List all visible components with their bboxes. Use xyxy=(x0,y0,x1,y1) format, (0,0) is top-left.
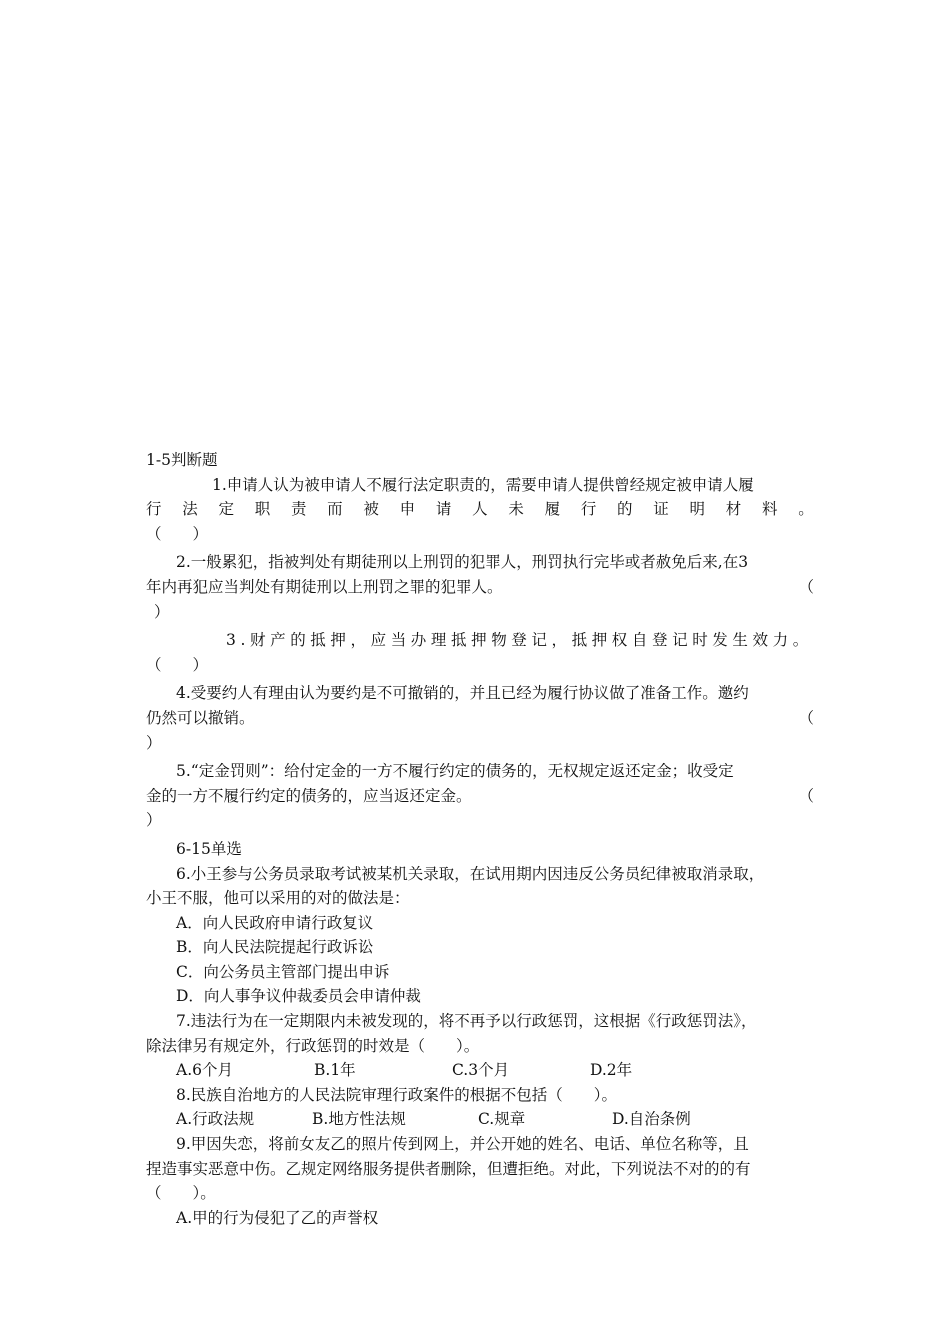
question-7-option-a: A.6个月 xyxy=(176,1061,233,1080)
question-7-options xyxy=(146,1058,814,1083)
question-6-line-2: 小王不服，他可以采用的对的做法是： xyxy=(146,889,410,908)
question-8-line-1: 8.民族自治地方的人民法院审理行政案件的根据不包括（ ）。 xyxy=(176,1085,618,1104)
question-3-answer-blank: （ ） xyxy=(146,655,209,674)
question-8-option-b: B.地方性法规 xyxy=(312,1110,406,1129)
question-7-option-b: B.1年 xyxy=(314,1061,356,1080)
question-2-paren-close: ） xyxy=(154,602,170,621)
question-5-paren-open: （ xyxy=(798,786,814,805)
question-3-line-1: 3.财产的抵押，应当办理抵押物登记，抵押权自登记时发生效力。 xyxy=(226,631,813,650)
question-4-line-2: 仍然可以撤销。 （ xyxy=(146,706,814,731)
question-6-option-d: D．向人事争议仲裁委员会申请仲裁 xyxy=(176,987,421,1006)
question-9-option-a: A.甲的行为侵犯了乙的声誉权 xyxy=(176,1208,379,1227)
document-body xyxy=(146,448,814,1230)
question-5-line-2: 金的一方不履行约定的债务的，应当返还定金。 （ xyxy=(146,784,814,809)
question-4-paren-open: （ xyxy=(798,708,814,727)
question-1-answer-blank: （ ） xyxy=(146,524,209,543)
question-9-line-1: 9.甲因失恋，将前女友乙的照片传到网上，并公开她的姓名、电话、单位名称等，且 xyxy=(176,1135,749,1154)
question-7-option-d: D.2年 xyxy=(590,1061,633,1080)
question-8-option-d: D.自治条例 xyxy=(612,1110,691,1129)
question-4-paren-close: ） xyxy=(146,733,162,752)
question-1-line-1: 1.申请人认为被申请人不履行法定职责的，需要申请人提供曾经规定被申请人履 xyxy=(212,475,754,494)
question-2-line-1: 2.一般累犯，指被判处有期徒刑以上刑罚的犯罪人，刑罚执行完毕或者赦免后来,在3 xyxy=(176,553,749,572)
question-2-line-2: 年内再犯应当判处有期徒刑以上刑罚之罪的犯罪人。 （ xyxy=(146,575,814,600)
question-8-option-a: A.行政法规 xyxy=(176,1110,255,1129)
question-5-paren-close: ） xyxy=(146,811,162,830)
question-8-option-c: C.规章 xyxy=(478,1110,526,1129)
question-6-option-c: C．向公务员主管部门提出申诉 xyxy=(176,962,390,981)
question-9-line-2: 捏造事实恶意中伤。乙规定网络服务提供者删除，但遭拒绝。对此，下列说法不对的的有 xyxy=(146,1159,751,1178)
question-7-option-c: C.3个月 xyxy=(452,1061,510,1080)
question-1-line-2: 行 法 定 职 责 而 被 申 请 人 未 履 行 的 证 明 材 料 。 xyxy=(146,500,814,519)
question-6-line-1: 6.小王参与公务员录取考试被某机关录取，在试用期内因违反公务员纪律被取消录取， xyxy=(176,864,765,883)
question-5-line-1: 5.“定金罚则”：给付定金的一方不履行约定的债务的，无权规定返还定金；收受定 xyxy=(176,762,734,781)
question-7-line-1: 7.违法行为在一定期限内未被发现的，将不再予以行政惩罚，这根据《行政惩罚法》， xyxy=(176,1012,757,1031)
question-2-paren-open: （ xyxy=(798,577,814,596)
question-9-line-3: （ ）。 xyxy=(146,1184,216,1203)
question-8-options xyxy=(146,1107,814,1132)
question-4-line-1: 4.受要约人有理由认为要约是不可撤销的，并且已经为履行协议做了准备工作。邀约 xyxy=(176,684,749,703)
question-7-line-2: 除法律另有规定外，行政惩罚的时效是（ ）。 xyxy=(146,1036,480,1055)
question-6-option-a: A．向人民政府申请行政复议 xyxy=(176,913,374,932)
question-6-option-b: B．向人民法院提起行政诉讼 xyxy=(176,938,374,957)
section-heading-true-false: 1-5判断题 xyxy=(146,451,218,469)
section-heading-single-choice: 6-15单选 xyxy=(176,839,242,858)
